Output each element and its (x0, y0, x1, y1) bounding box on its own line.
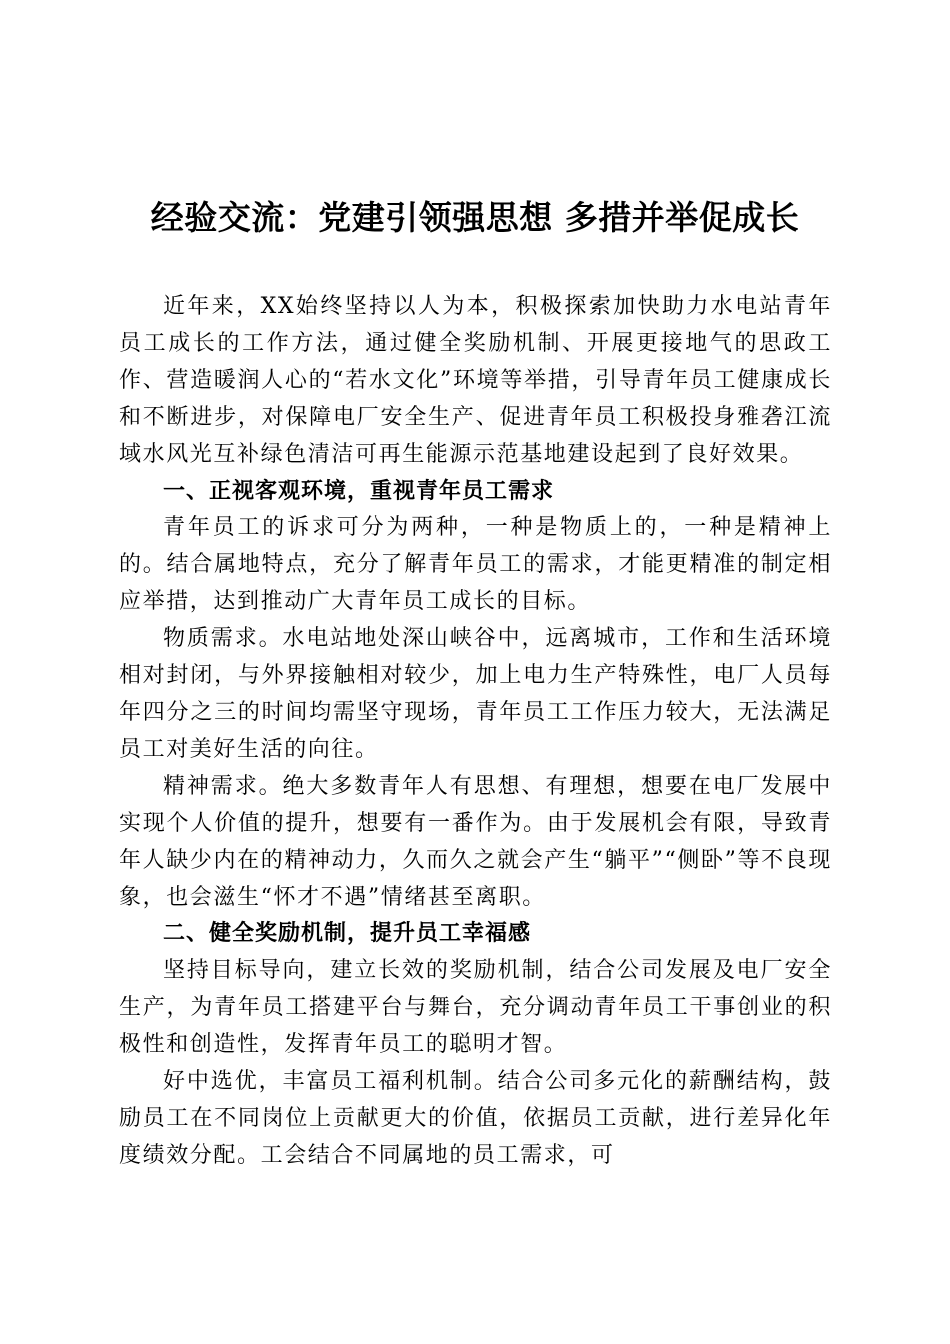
paragraph: 坚持目标导向，建立长效的奖励机制，结合公司发展及电厂安全生产，为青年员工搭建平台与舞台，充分调动青年员工干事创业的积极性和创造性，发挥青年员工的聪明才智。 (119, 958, 832, 1058)
paragraph: 青年员工的诉求可分为两种，一种是物质上的，一种是精神上的。结合属地特点，充分了解青年员工的需求，才能更精准的制定相应举措，达到推动广大青年员工成长的目标。 (119, 515, 832, 615)
section-heading-2: 二、健全奖励机制，提升员工幸福感 (163, 921, 532, 947)
paragraph: 精神需求。绝大多数青年人有思想、有理想，想要在电厂发展中实现个人价值的提升，想要有一番作为。由于发展机会有限，导致青年人缺少内在的精神动力，久而久之就会产生“躺平”“侧卧”等不良现象，也会滋生“怀才不遇”情绪甚至离职。 (119, 773, 832, 910)
document-body (119, 289, 832, 1175)
paragraph: 好中选优，丰富员工福利机制。结合公司多元化的薪酬结构，鼓励员工在不同岗位上贡献更大的价值，依据员工贡献，进行差异化年度绩效分配。工会结合不同属地的员工需求，可 (119, 1069, 832, 1168)
section-heading-1: 一、正视客观环境，重视青年员工需求 (163, 478, 555, 504)
paragraph: 物质需求。水电站地处深山峡谷中，远离城市，工作和生活环境相对封闭，与外界接触相对较少，加上电力生产特殊性，电厂人员每年四分之三的时间均需坚守现场，青年员工工作压力较大，无法满足员工对美好生活的向往。 (119, 626, 832, 762)
intro-paragraph: 近年来，XX始终坚持以人为本，积极探索加快助力水电站青年员工成长的工作方法，通过健全奖励机制、开展更接地气的思政工作、营造暖润人心的“若水文化”环境等举措，引导青年员工健康成长和不断进步，对保障电厂安全生产、促进青年员工积极投身雅砻江流域水风光互补绿色清洁可再生能源示范基地建设起到了良好效果。 (119, 294, 832, 467)
document-title: 经验交流：党建引领强思想 多措并举促成长 (150, 198, 800, 237)
